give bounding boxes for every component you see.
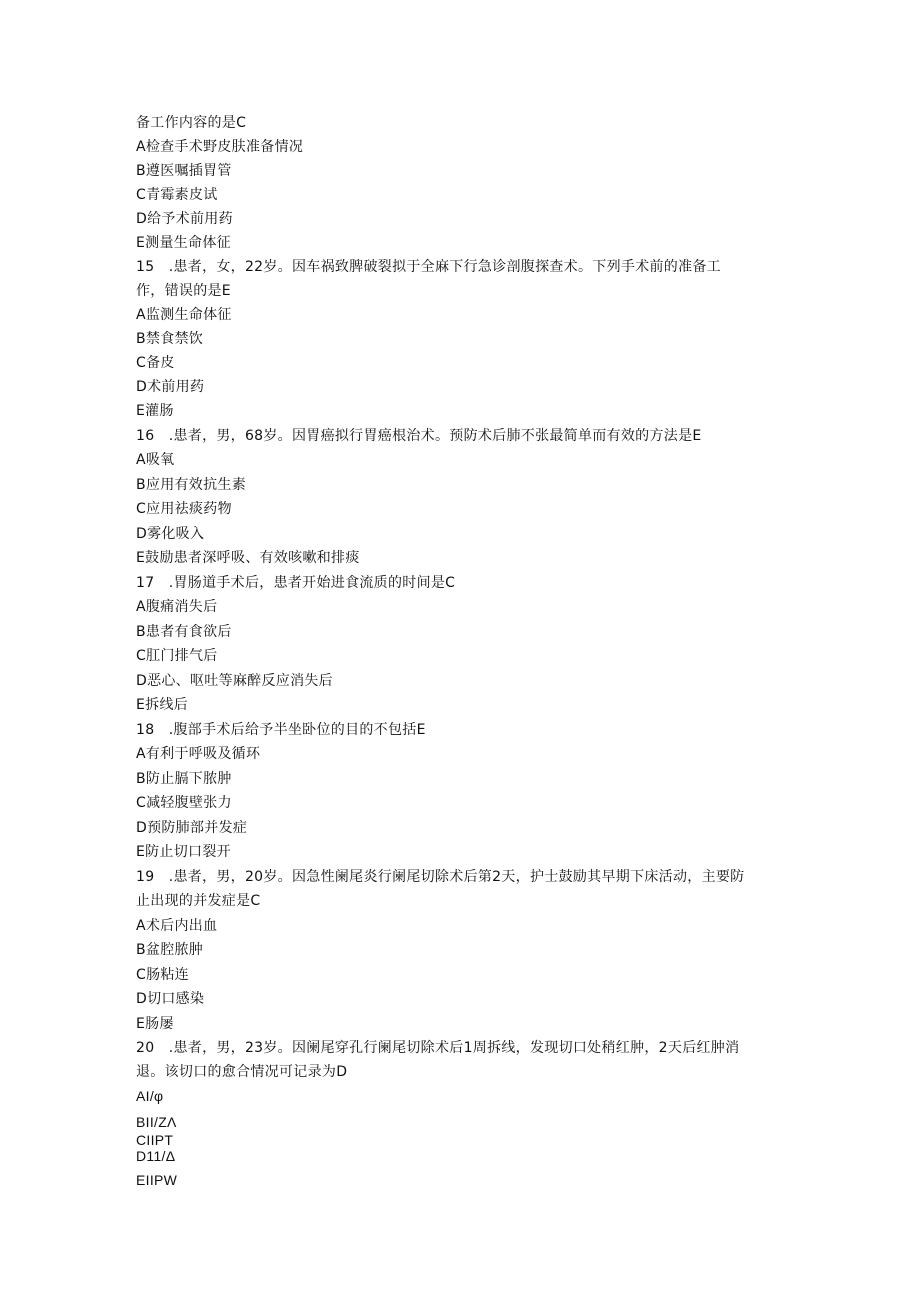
option-line: C青霉素皮试 xyxy=(136,187,218,203)
option-line: AI/φ xyxy=(136,1088,164,1104)
option-line: A检查手术野皮肤准备情况 xyxy=(136,139,304,155)
option-line: D雾化吸入 xyxy=(136,526,205,542)
option-line: E肠屡 xyxy=(136,1016,174,1032)
option-line: A术后内出血 xyxy=(136,918,218,934)
option-line: C肛门排气后 xyxy=(136,648,218,664)
option-line: A腹痛消失后 xyxy=(136,599,218,615)
option-line: EIIPW xyxy=(136,1172,178,1188)
question-line: 17 .胃肠道手术后，患者开始进食流质的时间是C xyxy=(136,575,456,591)
option-line: E灌肠 xyxy=(136,403,174,419)
option-line: E测量生命体征 xyxy=(136,235,231,251)
question-continuation: 止出现的并发症是C xyxy=(136,893,261,909)
option-line: B遵医嘱插胃管 xyxy=(136,163,232,179)
question-line: 20 .患者，男，23岁。因阑尾穿孔行阑尾切除术后1周拆线，发现切口处稍红肿，2天后红肿消 xyxy=(136,1040,740,1056)
option-line: B防止膈下脓肿 xyxy=(136,771,232,787)
option-line: D术前用药 xyxy=(136,379,205,395)
option-line: C肠粘连 xyxy=(136,967,189,983)
option-line: C备皮 xyxy=(136,355,175,371)
question-continuation: 作，错误的是E xyxy=(136,283,231,299)
option-line: E防止切口裂开 xyxy=(136,844,231,860)
option-line: A监测生命体征 xyxy=(136,307,232,323)
question-line: 18 .腹部手术后给予半坐卧位的目的不包括E xyxy=(136,722,426,738)
text-line: 备工作内容的是C xyxy=(136,115,247,131)
option-line: A吸氧 xyxy=(136,452,175,468)
option-line: B禁食禁饮 xyxy=(136,331,204,347)
option-line: D给予术前用药 xyxy=(136,211,233,227)
question-continuation: 退。该切口的愈合情况可记录为D xyxy=(136,1064,348,1080)
option-line: E拆线后 xyxy=(136,697,189,713)
question-line: 19 .患者，男，20岁。因急性阑尾炎行阑尾切除术后第2天，护士鼓励其早期下床活动，主要防 xyxy=(136,869,745,885)
question-line: 16 .患者，男，68岁。因胃癌拟行胃癌根治术。预防术后肺不张最简单而有效的方法是E xyxy=(136,428,702,444)
option-line: B应用有效抗生素 xyxy=(136,477,247,493)
option-line: CIIPT xyxy=(136,1132,174,1148)
option-line: A有利于呼吸及循环 xyxy=(136,746,261,762)
option-line: D恶心、呕吐等麻醉反应消失后 xyxy=(136,673,333,689)
option-line: C减轻腹壁张力 xyxy=(136,795,232,811)
option-line: D11/Δ xyxy=(136,1148,176,1164)
option-line: D切口感染 xyxy=(136,991,205,1007)
option-line: E鼓励患者深呼吸、有效咳嗽和排痰 xyxy=(136,550,360,566)
option-line: B患者有食欲后 xyxy=(136,624,232,640)
option-line: C应用祛痰药物 xyxy=(136,501,232,517)
option-line: B盆腔脓肿 xyxy=(136,942,204,958)
option-line: D预防肺部并发症 xyxy=(136,820,248,836)
option-line: BII/ZΛ xyxy=(136,1114,177,1130)
question-line: 15 .患者，女，22岁。因车祸致脾破裂拟于全麻下行急诊剖腹探查术。下列手术前的准备工 xyxy=(136,259,721,275)
